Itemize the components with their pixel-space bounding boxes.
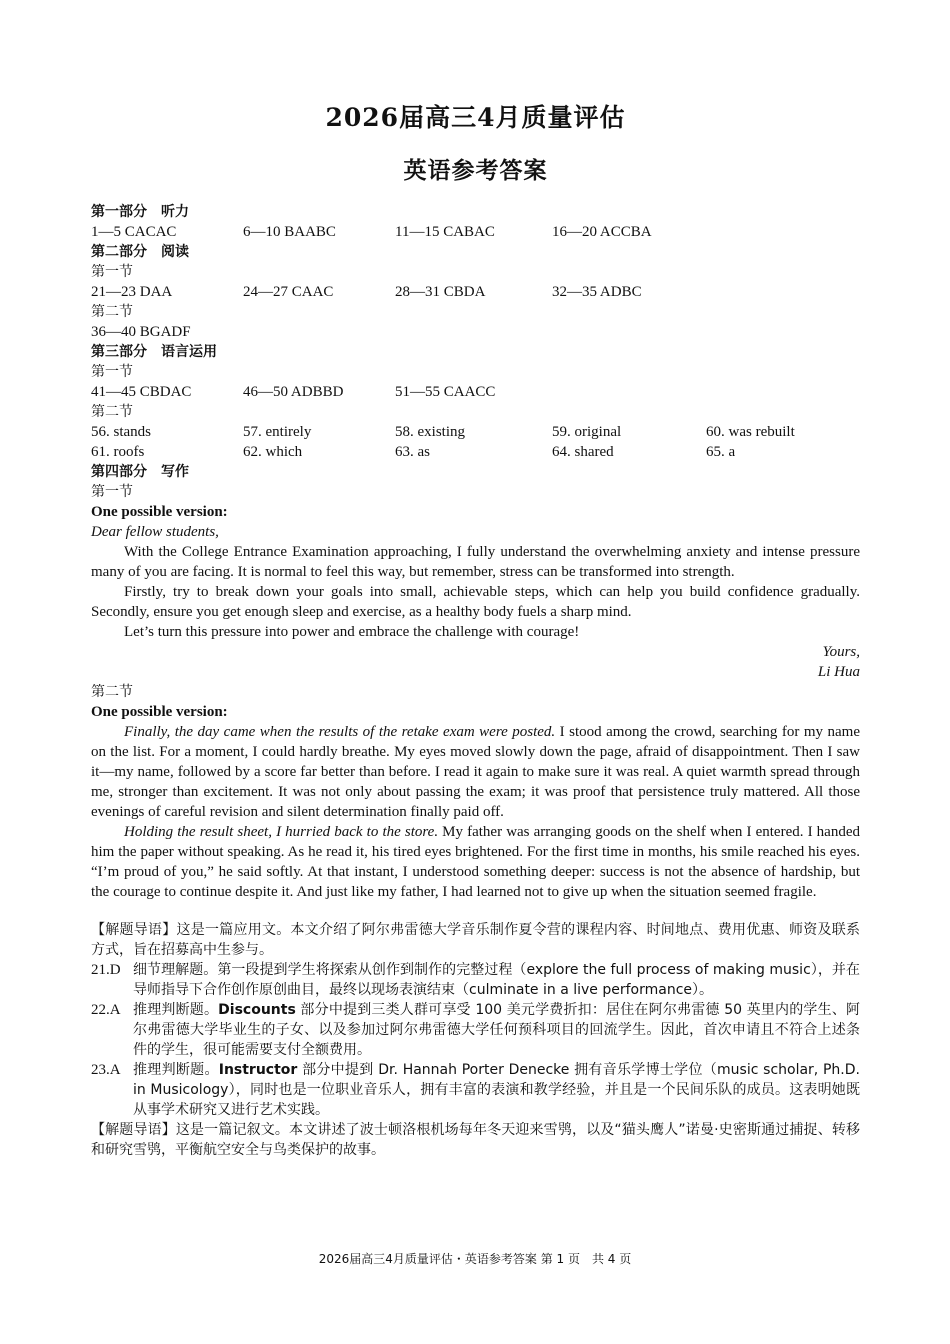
- letter-signature: Li Hua: [817, 664, 860, 680]
- answer-item: 56. stands: [91, 424, 151, 440]
- part3-section1-answers: [91, 382, 860, 402]
- explanation-text: [133, 1060, 860, 1120]
- letter-paragraph: Let’s turn this pressure into power and embrace the challenge with courage!: [124, 624, 580, 640]
- explanation-text: [133, 1000, 860, 1060]
- paragraph-body: I stood among the crowd, searching for my name on the list. For a moment, I could hardly breathe. My eyes moved slowly down the page, afraid of disappointment. Then I saw it—my name, followed by a score far better than before. I read it again to make sure it was real. A quiet warmth spread through me, stronger than excitement. It was not only about passing the exam; it was proof that persistence truly mattered. All those evenings of careful revision and silent determination finally paid off.: [91, 724, 861, 820]
- paragraph-lead: Holding the result sheet, I hurried back to the store.: [124, 824, 439, 840]
- story-paragraph: [91, 722, 860, 822]
- answer-group: 51—55 CAACC: [395, 384, 496, 400]
- question-type: 推理判断题。: [133, 1002, 219, 1018]
- section-label: 第二节: [91, 404, 133, 420]
- answer-group: 32—35 ADBC: [552, 284, 642, 300]
- version-label: One possible version:: [91, 504, 228, 520]
- answer-item: 63. as: [395, 444, 430, 460]
- letter-salutation: Dear fellow students,: [91, 524, 219, 540]
- answer-item: 57. entirely: [243, 424, 312, 440]
- part4-heading: 第四部分 写作: [91, 464, 189, 480]
- answer-group: 6—10 BAABC: [243, 224, 336, 240]
- answer-item: 65. a: [706, 444, 736, 460]
- letter-closing: Yours,: [822, 644, 860, 660]
- guide-text: 【解题导语】这是一篇应用文。本文介绍了阿尔弗雷德大学音乐制作夏令营的课程内容、时间地点、费用优惠、师资及联系方式，旨在招募高中生参与。: [91, 922, 860, 958]
- part1-answers: [91, 222, 860, 242]
- answer-item: 59. original: [552, 424, 622, 440]
- answer-group: 1—5 CACAC: [91, 224, 177, 240]
- section-label: 第二节: [91, 304, 133, 320]
- part3-section2-row2: [91, 442, 860, 462]
- section-label: 第一节: [91, 484, 133, 500]
- part2-section2-answers: [91, 322, 860, 342]
- answer-group: 11—15 CABAC: [395, 224, 495, 240]
- answer-group: 41—45 CBDAC: [91, 384, 192, 400]
- answer-group: 28—31 CBDA: [395, 284, 486, 300]
- letter-paragraph: Firstly, try to break down your goals into small, achievable steps, which can help you build confidence gradually. Secondly, ensure you get enough sleep and exercise, as a healthy body fuels a sharp mind.: [91, 584, 860, 620]
- explanation-text: 细节理解题。第一段提到学生将探索从创作到制作的完整过程（explore the full process of making music），并在导师指导下合作创作原创曲目，最终以现场表演结束（culminate in a live performance）。: [133, 962, 860, 998]
- answer-group: 16—20 ACCBA: [552, 224, 652, 240]
- version-label: One possible version:: [91, 704, 228, 720]
- explanation-item: [91, 960, 860, 1000]
- letter-paragraph: With the College Entrance Examination approaching, I fully understand the overwhelming anxiety and intense pressure many of you are facing. It is normal to feel this way, but remember, stress can be transformed into strength.: [91, 544, 860, 580]
- explanation-item: [91, 1000, 860, 1060]
- answer-group: 24—27 CAAC: [243, 284, 334, 300]
- section-label: 第一节: [91, 264, 133, 280]
- answer-group: 46—50 ADBBD: [243, 384, 344, 400]
- part1-heading: 第一部分 听力: [91, 204, 189, 220]
- question-number: 21.D: [91, 962, 121, 978]
- story-paragraph: [91, 822, 860, 902]
- guide-text: 【解题导语】这是一篇记叙文。本文讲述了波士顿洛根机场每年冬天迎来雪鸮，以及“猫头鹰人”诺曼·史密斯通过捕捉、转移和研究雪鸮，平衡航空安全与鸟类保护的故事。: [91, 1122, 860, 1158]
- paragraph-lead: Finally, the day came when the results of the retake exam were posted.: [124, 724, 556, 740]
- page-footer: 2026届高三4月质量评估・英语参考答案 第 1 页 共 4 页: [318, 1252, 632, 1266]
- page-title: 2026届高三4月质量评估: [325, 103, 626, 132]
- answer-item: 64. shared: [552, 444, 614, 460]
- part2-section1-answers: [91, 282, 860, 302]
- section-label: 第一节: [91, 364, 133, 380]
- answer-item: 62. which: [243, 444, 303, 460]
- answer-item: 61. roofs: [91, 444, 145, 460]
- answer-group: 21—23 DAA: [91, 284, 173, 300]
- answer-item: 60. was rebuilt: [706, 424, 795, 440]
- keyword: Discounts: [218, 1002, 296, 1018]
- paragraph-body: My father was arranging goods on the shelf when I entered. I handed him the paper without speaking. As he read it, his tired eyes brightened. For the first time in months, his smile reached his eyes. “I’m proud of you,” he said softly. At that instant, I understood something deeper: success is not the absence of hardship, but the courage to continue despite it. And just like my father, I had learned not to give up when the situation seemed fragile.: [91, 824, 860, 900]
- part3-heading: 第三部分 语言运用: [91, 344, 217, 360]
- explanation-body: 部分中提到 Dr. Hannah Porter Denecke 拥有音乐学博士学位（music scholar, Ph.D. in Musicology），同时也是一位职业音乐人，拥有丰富的表演和教学经验，并且是一个民间乐队的成员。这表明她既从事学术研究又进行艺术实践。: [133, 1062, 860, 1118]
- keyword: Instructor: [218, 1062, 298, 1078]
- answer-item: 58. existing: [395, 424, 465, 440]
- explanation-item: [91, 1060, 860, 1120]
- section-label: 第二节: [91, 684, 133, 700]
- part2-heading: 第二部分 阅读: [91, 244, 189, 260]
- explanation-body: 部分中提到三类人群可享受 100 美元学费折扣：居住在阿尔弗雷德 50 英里内的学生、阿尔弗雷德大学毕业生的子女、以及参加过阿尔弗雷德大学任何预科项目的回流学生。因此，首次申请且不符合上述条件的学生，很可能需要支付全额费用。: [133, 1002, 861, 1058]
- answer-content: [91, 202, 860, 1160]
- page-subtitle: 英语参考答案: [403, 157, 548, 184]
- question-number: 22.A: [91, 1002, 121, 1018]
- part3-section2-row1: [91, 422, 860, 442]
- answer-group: 36—40 BGADF: [91, 324, 191, 340]
- question-number: 23.A: [91, 1062, 121, 1078]
- question-type: 推理判断题。: [133, 1062, 219, 1078]
